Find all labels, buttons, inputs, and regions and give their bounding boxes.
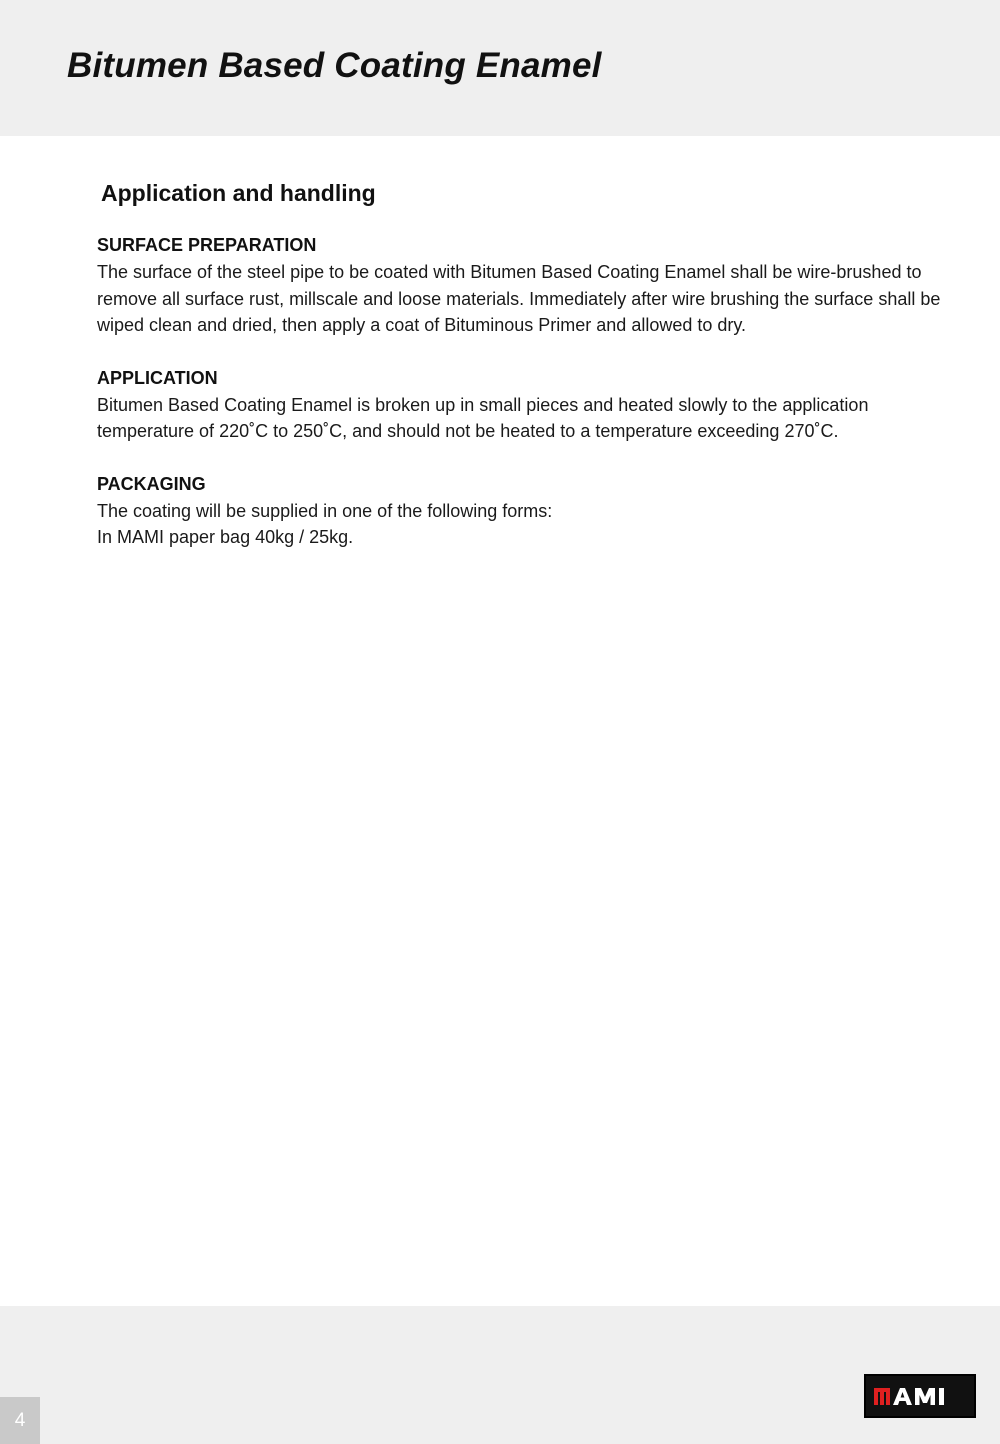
document-title: Bitumen Based Coating Enamel — [67, 46, 602, 85]
block-title: PACKAGING — [97, 473, 206, 494]
application-block — [97, 365, 947, 445]
main-content — [97, 176, 947, 551]
block-body-line: The coating will be supplied in one of the following forms: — [97, 500, 553, 521]
block-title: APPLICATION — [97, 367, 218, 388]
block-body-line: In MAMI paper bag 40kg / 25kg. — [97, 527, 354, 547]
surface-preparation-block — [97, 232, 947, 339]
header-band — [0, 0, 1000, 136]
mami-logo — [864, 1374, 976, 1418]
footer-band — [0, 1306, 1000, 1444]
mami-logo-icon — [872, 1383, 968, 1409]
block-body: The surface of the steel pipe to be coated with Bitumen Based Coating Enamel shall be wire-brushed to remove all surface rust, millscale and loose materials. Immediately after wire brushing the surface shall be wiped clean and dried, then apply a coat of Bituminous Primer and allowed to dry. — [97, 262, 941, 335]
packaging-block — [97, 471, 947, 551]
block-title: SURFACE PREPARATION — [97, 235, 317, 255]
page-number: 4 — [0, 1397, 40, 1444]
logo-letter-m-accent — [874, 1388, 890, 1405]
block-body: Bitumen Based Coating Enamel is broken up in small pieces and heated slowly to the application temperature of 220˚C to 250˚C, and should not be heated to a temperature exceeding 270˚C. — [97, 394, 869, 441]
section-heading: Application and handling — [101, 180, 376, 206]
